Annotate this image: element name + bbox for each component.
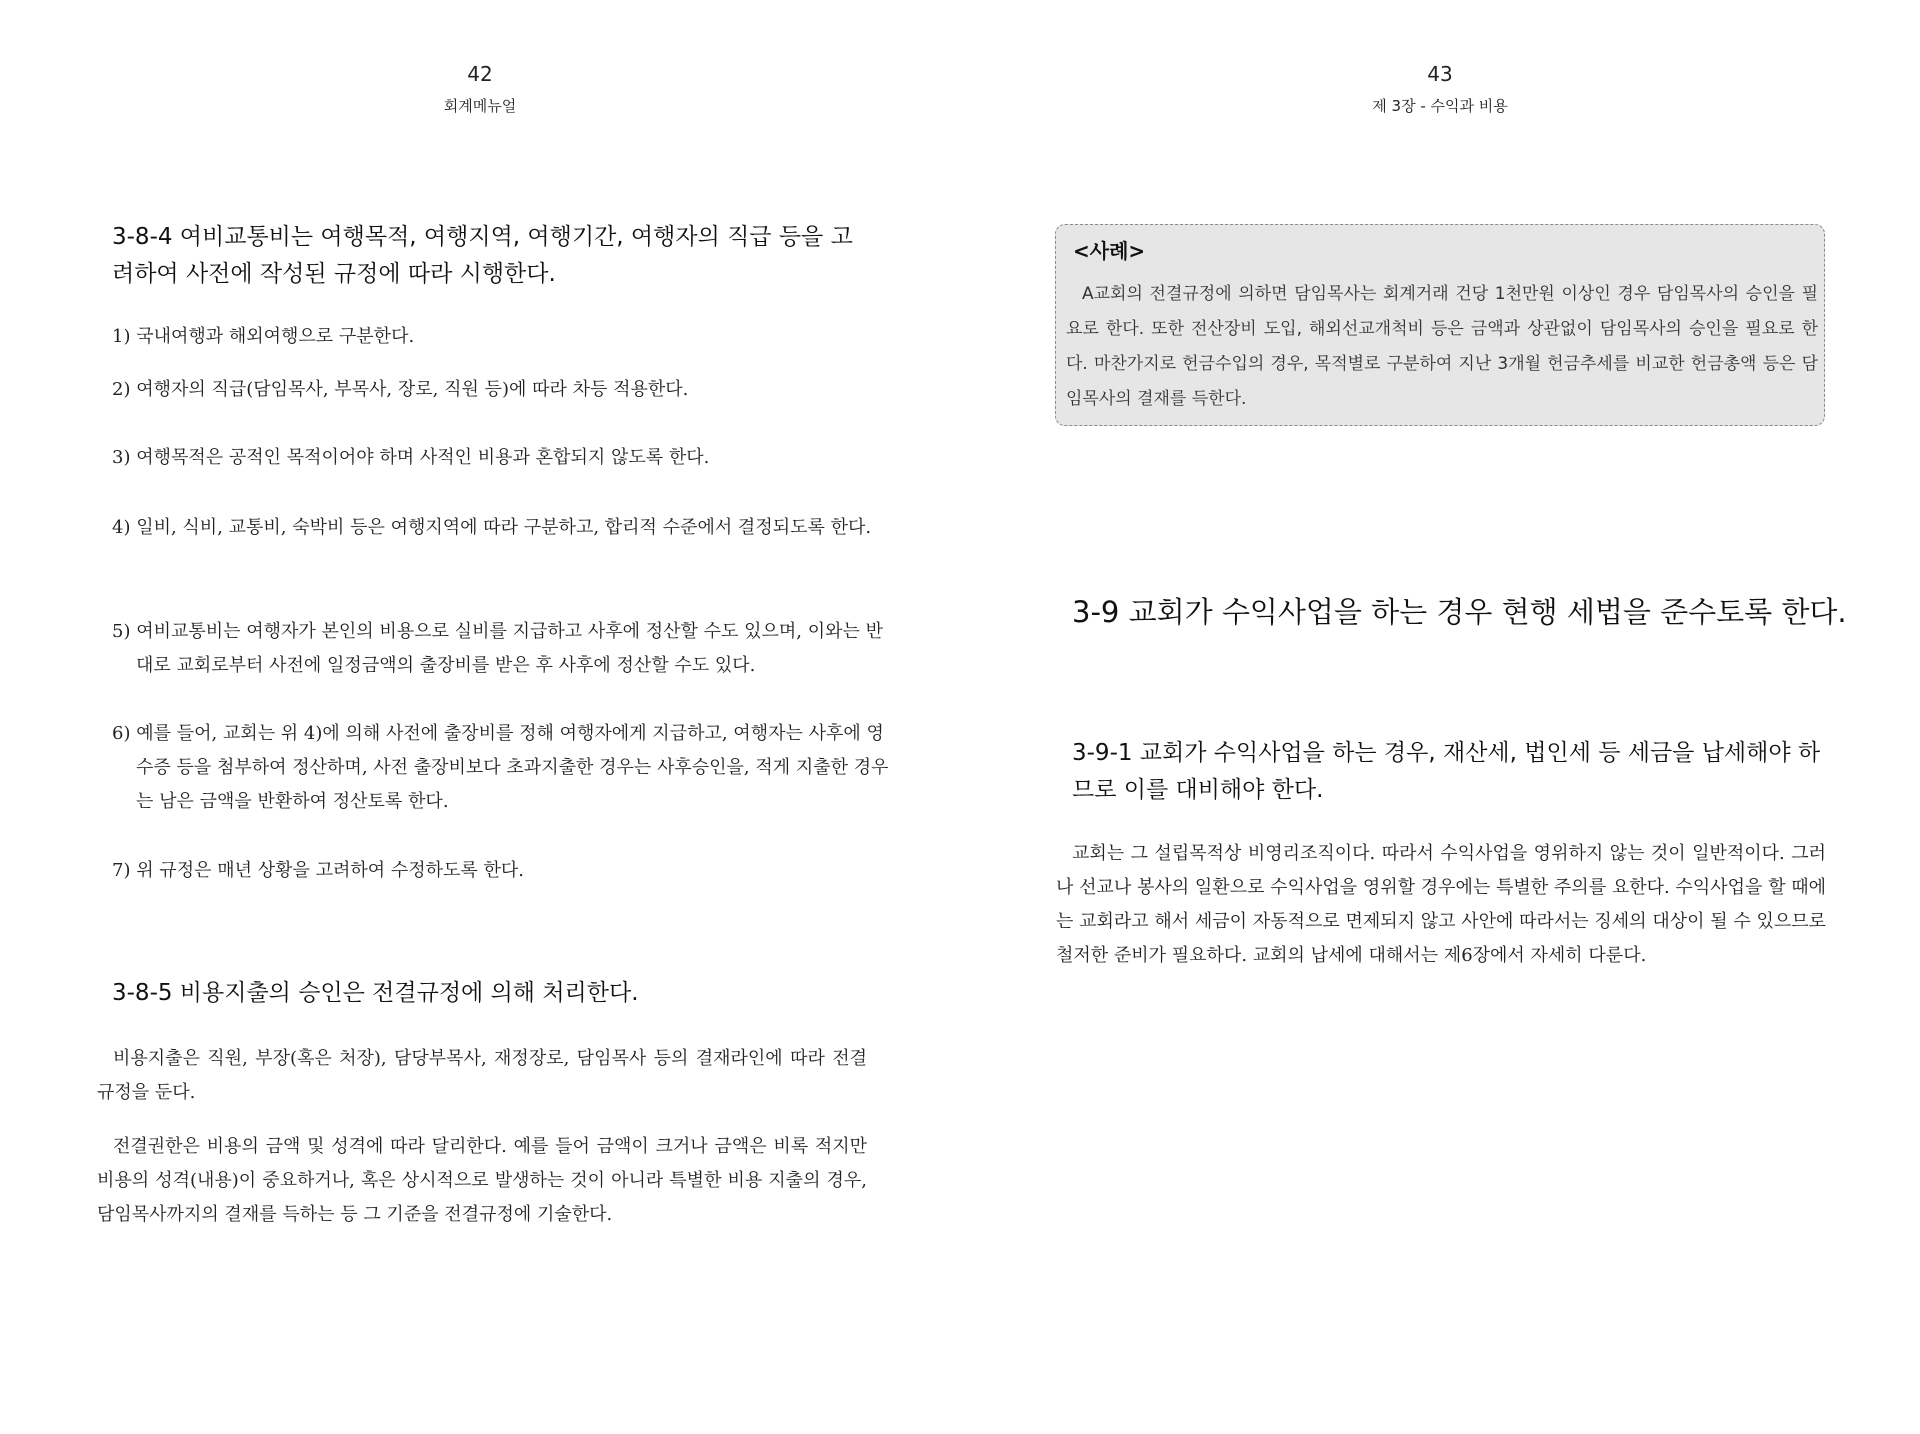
heading-3-8-4: 3-8-4 여비교통비는 여행목적, 여행지역, 여행기간, 여행자의 직급 등을 고려하여 사전에 작성된 규정에 따라 시행한다. bbox=[112, 224, 853, 287]
section-title-3-9: 3-9 교회가 수익사업을 하는 경우 현행 세법을 준수토록 한다. bbox=[1072, 595, 1847, 629]
list-item-2: 2) 여행자의 직급(담임목사, 부목사, 장로, 직원 등)에 따라 차등 적용한다. bbox=[112, 379, 689, 400]
heading-3-8-5: 3-8-5 비용지출의 승인은 전결규정에 의해 처리한다. bbox=[112, 980, 639, 1006]
list-item-6: 6) 예를 들어, 교회는 위 4)에 의해 사전에 출장비를 정해 여행자에게 지급하고, 여행자는 사후에 영수증 등을 첨부하여 정산하며, 사전 출장비보다 초과지출한 경우는 사후승인을, 적게 지출한 경우는 남은 금액을 반환하여 정산토록 한다. bbox=[112, 723, 889, 812]
list-item-5: 5) 여비교통비는 여행자가 본인의 비용으로 실비를 지급하고 사후에 정산할 수도 있으며, 이와는 반대로 교회로부터 사전에 일정금액의 출장비를 받은 후 사후에 정산할 수도 있다. bbox=[112, 621, 883, 676]
list-item-7: 7) 위 규정은 매년 상황을 고려하여 수정하도록 한다. bbox=[112, 860, 525, 881]
example-title: <사례> bbox=[1073, 239, 1146, 263]
list-item-1: 1) 국내여행과 해외여행으로 구분한다. bbox=[112, 326, 415, 347]
paragraph-approval-line: 비용지출은 직원, 부장(혹은 처장), 담당부목사, 재정장로, 담임목사 등의 결재라인에 따라 전결규정을 둔다. bbox=[97, 1048, 867, 1103]
right-page bbox=[960, 0, 1920, 1434]
page-number: 42 bbox=[467, 62, 493, 86]
running-header: 제 3장 - 수익과 비용 bbox=[1372, 97, 1508, 115]
list-item-4: 4) 일비, 식비, 교통비, 숙박비 등은 여행지역에 따라 구분하고, 합리적 수준에서 결정되도록 한다. bbox=[112, 517, 872, 538]
paragraph-nonprofit: 교회는 그 설립목적상 비영리조직이다. 따라서 수익사업을 영위하지 않는 것이 일반적이다. 그러나 선교나 봉사의 일환으로 수익사업을 영위할 경우에는 특별한 주의를 요한다. 수익사업을 할 때에는 교회라고 해서 세금이 자동적으로 면제되지 않고 사안에 따라서는 징세의 대상이 될 수 있으므로 철저한 준비가 필요하다. 교회의 납세에 대해서는 제6장에서 자세히 다룬다. bbox=[1056, 843, 1826, 966]
example-box bbox=[1055, 224, 1825, 426]
running-header: 회계메뉴얼 bbox=[443, 97, 517, 115]
example-body: A교회의 전결규정에 의하면 담임목사는 회계거래 건당 1천만원 이상인 경우 담임목사의 승인을 필요로 한다. 또한 전산장비 도입, 해외선교개척비 등은 금액과 상관없이 담임목사의 승인을 필요로 한다. 마찬가지로 헌금수입의 경우, 목적별로 구분하여 지난 3개월 헌금추세를 비교한 헌금총액 등은 담임목사의 결재를 득한다. bbox=[1066, 284, 1818, 409]
page-number: 43 bbox=[1427, 62, 1453, 86]
paragraph-approval-authority: 전결권한은 비용의 금액 및 성격에 따라 달리한다. 예를 들어 금액이 크거나 금액은 비록 적지만 비용의 성격(내용)이 중요하거나, 혹은 상시적으로 발생하는 것이 아니라 특별한 비용 지출의 경우, 담임목사까지의 결재를 득하는 등 그 기준을 전결규정에 기술한다. bbox=[97, 1136, 867, 1225]
heading-3-9-1: 3-9-1 교회가 수익사업을 하는 경우, 재산세, 법인세 등 세금을 납세해야 하므로 이를 대비해야 한다. bbox=[1072, 740, 1821, 803]
list-item-3: 3) 여행목적은 공적인 목적이어야 하며 사적인 비용과 혼합되지 않도록 한다. bbox=[112, 447, 710, 468]
